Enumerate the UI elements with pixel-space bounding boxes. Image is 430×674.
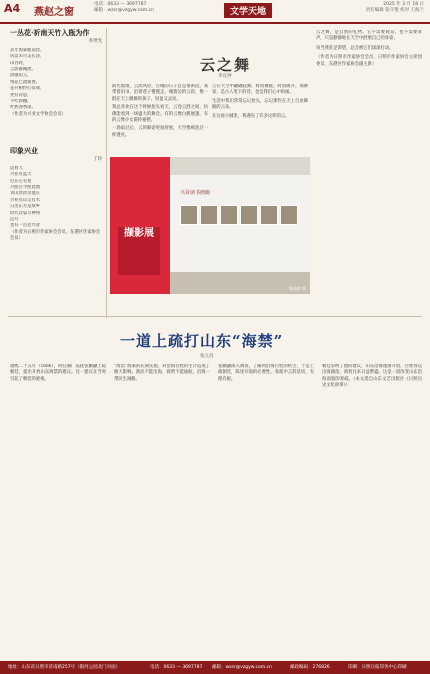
poem-line: 风景未尽美长泽， (10, 54, 45, 60)
gallery-ceiling (170, 157, 310, 175)
footer-email: 邮箱：wzsr@vzgyw.com.cn (212, 665, 272, 670)
section-label: 文学天地 (224, 3, 272, 18)
section-divider (8, 316, 422, 317)
masthead (0, 0, 430, 24)
poem-1 (10, 30, 102, 118)
article-title: 云之舞 (200, 56, 252, 74)
exhibition-banner: 撷影展 (118, 227, 160, 275)
wall-label: 兴业读书画廊 (180, 190, 211, 196)
poem-author: 丁玲 (93, 157, 102, 163)
exhibition-photo (110, 157, 310, 294)
article-author: 张元昌 (200, 354, 214, 359)
article-column: 朝廷采纳了他的建议，山东沿海逐渐开放，百姓得以出海捕鱼，商贸往来日益繁盛。这是一道改变山东沿海面貌的奏疏。（本文选自山东文艺出版社《日照历史文化故事》） (322, 364, 422, 389)
poem-title: 一丛花·祈南天竹入瓶为作 (10, 28, 90, 37)
poem-line: 叶底春香深。 (10, 105, 36, 111)
footer-postcode: 邮政编码：276826 (290, 665, 330, 670)
newspaper-logo: 燕赵之窗 (34, 7, 74, 18)
poem-line: 云影静溪流， (10, 67, 36, 73)
poem-line: 不吐新穗， (10, 99, 32, 105)
article-column: 张鹏翮深入调查，了解到沿海百姓的疾苦，于是上疏朝廷，陈述开海的必要性。奏疏中言辞恳切，有理有据。 (218, 364, 314, 382)
poem-line: 也有一首老兴业 (10, 223, 41, 229)
article-title: 一道上疏打山东“海禁” (120, 332, 284, 350)
footer-printer: 印刷：日照日报印务中心印刷 (348, 665, 407, 670)
painting-frame (240, 205, 258, 225)
column-divider (106, 28, 107, 318)
poem-note: （作者为日照市作家协会会员、东港区作家协会会员） (10, 229, 101, 242)
painting-frame (280, 205, 298, 225)
article-column: 云在天空中翩翩起舞，时而聚拢，时而散开。那舞姿，是古人笔下的诗，也是我们心中的画。 生活中我们常常忘记抬头，忘记那些在天上自由舞蹈的云朵。 在这座小城里，我遇见了许多这样的云。 (212, 84, 308, 119)
painting-frame (200, 205, 218, 225)
poem-line: 花开相怜心似我， (10, 86, 45, 92)
article-column: 云之舞，是自然的礼物。它不需要观众，也不需要掌声，只是静静地在天空中舒展自己的身姿。 每当我驻足仰望，总会被它们深深打动。 （作者为日照市作家协会会员、日照市作家协会主席团委员、东港区作家协会副主席） (316, 30, 422, 67)
poem-line: 兴业有蓝天 (10, 172, 32, 178)
poem-line: 远看天 (10, 165, 23, 171)
poem-line: 去年海棠瓶前饮， (10, 47, 45, 53)
poem-line: 山谷时， (10, 60, 28, 66)
poem-line: 残花已流谁香。 (10, 79, 41, 85)
photo-caption: 海曲街 摄 (288, 286, 306, 291)
poem-line: 月照古今照此地 (10, 185, 41, 191)
painting-frame (220, 205, 238, 225)
poem-title: 印象兴业 (10, 146, 38, 155)
page-number: A4 (4, 2, 21, 15)
poem-line: 时代诗篇写神州 (10, 210, 41, 216)
poem-note: （作者为兴业文学协会会员） (10, 111, 66, 117)
poem-line: 清歌彩云， (10, 73, 32, 79)
article-column: “海禁”政策的长期实施，对沿海百姓的生计造成了极大影响。渔民不能出海，商贾不能通航，沿海一带民生凋敝。 (114, 364, 210, 382)
poem-2 (10, 148, 102, 243)
painting-frame (260, 205, 278, 225)
poem-line: 青山淡淡水流长 (10, 191, 41, 197)
masthead-contact: 电话：0633 — 3697787 邮箱：wzsr@vzgyw.com.cn (94, 2, 154, 13)
poem-line: 远方 (10, 217, 19, 223)
poem-author: 李世光 (88, 39, 102, 45)
article-column: 阳光灿灿，云淡风轻，古城的日子总是很闲适。我带着旧书，沿着巷子慢慢走。城墙边的云彩，像一群在天上跳舞的孩子，轻盈又灵动。 我总喜欢在这个时候抬头看天，云卷云舒之间，仿佛能看到一场盛大的舞会。有的云像白鹤展翅，有的云像少女旋转裙摆。 一场雨过后，云的舞姿更加舒展，天空像被洗过一样透亮。 (112, 84, 208, 138)
article-author: 李宣钟 (218, 74, 232, 79)
article-column: 康熙二十五年（1686），时任湖广巡抚张鹏翮上疏朝廷，提出开放山东海禁的建议。这一建议在当时引起了朝廷的重视。 (10, 364, 106, 382)
poem-line: 日出东方是故乡 (10, 204, 41, 210)
poem-line: 兴业有山又有水 (10, 197, 41, 203)
page-footer (0, 661, 430, 674)
poem-line: 近在心有星 (10, 178, 32, 184)
footer-address: 地址：山东省日照市济南路257号（银河公园北门对面） (8, 665, 121, 670)
footer-phone: 电话：0633 — 3697787 (150, 665, 203, 670)
painting-frame (180, 205, 198, 225)
poem-line: 更有诗思， (10, 92, 32, 98)
issue-date: 2025 年 3 月 18 日 责任编辑 张守艳 校对 王海兰 (365, 2, 424, 13)
